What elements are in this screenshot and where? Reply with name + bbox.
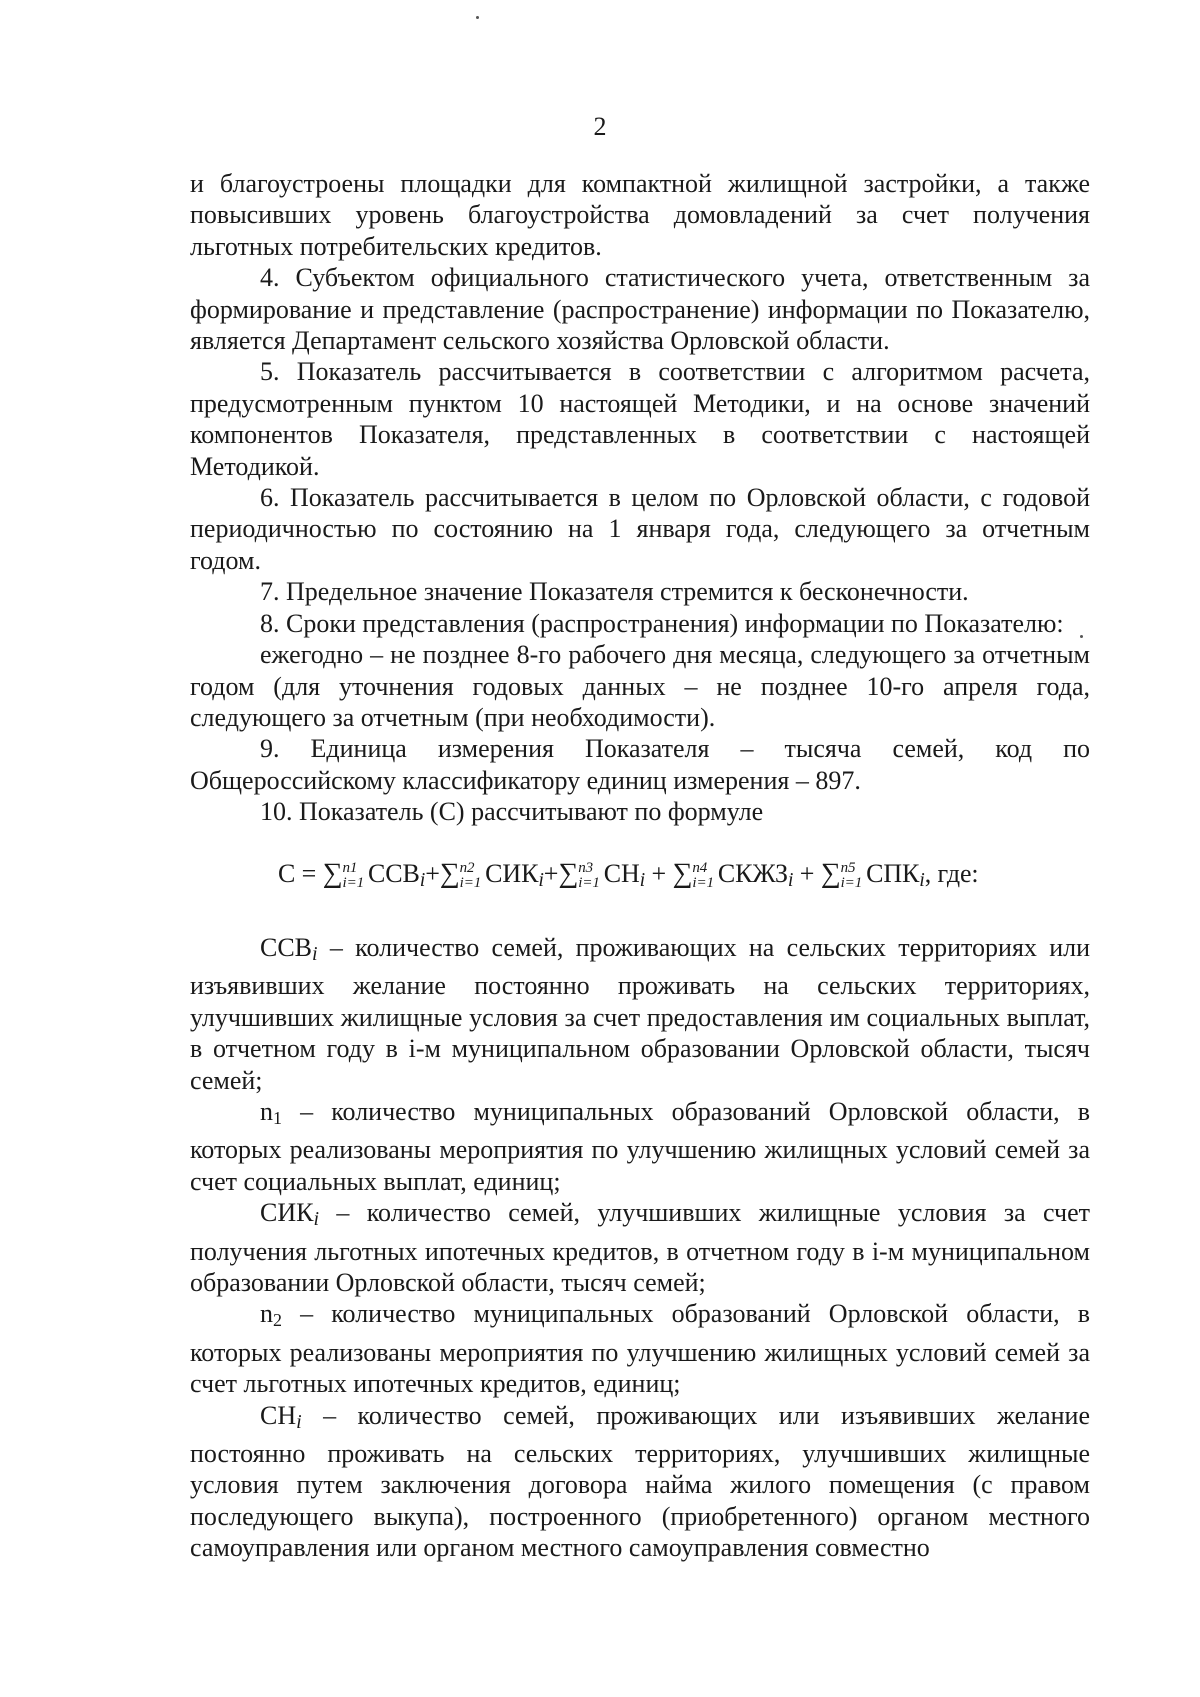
- paragraph: 7. Предельное значение Показателя стремится к бесконечности.: [260, 577, 969, 607]
- formula-suffix: , где:: [924, 858, 979, 888]
- definition: $n_2$ – количество муниципальных образований Орловской области, в которых реализованы мероприятия по улучшению жилищных условий семей за счет льготных ипотечных кредитов, единиц;: [190, 1299, 1090, 1399]
- scan-speck: [476, 16, 479, 19]
- definition: $СН_i$ – количество семей, проживающих или изъявивших желание постоянно проживать на сельских территориях, улучшивших жилищные условия путем заключения договора найма жилого помещения (с правом последующего выкупа), построенного (приобретенного) органом местного самоуправления или органом местного самоуправления совместно: [190, 1400, 1090, 1563]
- formula-term: ∑ n3 i=1 $СН_i$: [558, 857, 646, 891]
- formula-lhs: С =: [278, 858, 317, 888]
- formula-term: ∑ n1 i=1 $ССВ_i$: [322, 857, 426, 891]
- document-body: [190, 168, 1090, 1564]
- paragraph: 10. Показатель (С) рассчитывают по формуле: [260, 797, 764, 827]
- paragraph: ежегодно – не позднее 8-го рабочего дня месяца, следующего за отчетным годом (для уточнения годовых данных – не позднее 10-го апреля года, следующего за отчетным (при необходимости).: [190, 640, 1090, 732]
- definition: $n_1$ – количество муниципальных образований Орловской области, в которых реализованы мероприятия по улучшению жилищных условий семей за счет социальных выплат, единиц;: [190, 1096, 1090, 1196]
- formula-term: ∑ n4 i=1 $СКЖЗ_i$: [672, 857, 794, 891]
- formula-term: ∑ n5 i=1 $СПК_i$: [820, 857, 925, 891]
- paragraph: и благоустроены площадки для компактной жилищной застройки, а также повысивших уровень благоустройства домовладений за счет получения льготных потребительских кредитов.: [190, 169, 1090, 261]
- formula: С = ∑ n1 i=1 $ССВ_i+\sum$ n2 i=1 $СИК_i+\sum$ n3 i=1 $СН_i$ + ∑ n4 i=1 $СКЖЗ_i$ + ∑ n5 i=1 $СПК_i$, где:: [278, 857, 979, 891]
- paragraph: 9. Единица измерения Показателя – тысяча семей, код по Общероссийскому классификатору единиц измерения – 897.: [190, 734, 1090, 795]
- definition: $ССВ_i$ – количество семей, проживающих на сельских территориях или изъявивших желание постоянно проживать на сельских территориях, улучшивших жилищные условия за счет предоставления им социальных выплат, в отчетном году в i-м муниципальном образовании Орловской области, тысяч семей;: [190, 932, 1090, 1095]
- page-number: 2: [593, 112, 607, 141]
- paragraph: 4. Субъектом официального статистического учета, ответственным за формирование и представление (распространение) информации по Показателю, является Департамент сельского хозяйства Орловской области.: [190, 263, 1090, 356]
- paragraph: 6. Показатель рассчитывается в целом по Орловской области, с годовой периодичностью по состоянию на 1 января года, следующего за отчетным годом.: [190, 483, 1090, 575]
- paragraph: 8. Сроки представления (распространения) информации по Показателю:: [260, 608, 1064, 638]
- formula-term: ∑ n2 i=1 $СИК_i$: [439, 857, 544, 891]
- definition: $СИК_i$ – количество семей, улучшивших жилищные условия за счет получения льготных ипотечных кредитов, в отчетном году в i-м муниципальном образовании Орловской области, тысяч семей;: [190, 1198, 1090, 1297]
- paragraph: 5. Показатель рассчитывается в соответствии с алгоритмом расчета, предусмотренным пунктом 10 настоящей Методики, и на основе значений компонентов Показателя, представленных в соответствии с настоящей Методикой.: [190, 357, 1090, 481]
